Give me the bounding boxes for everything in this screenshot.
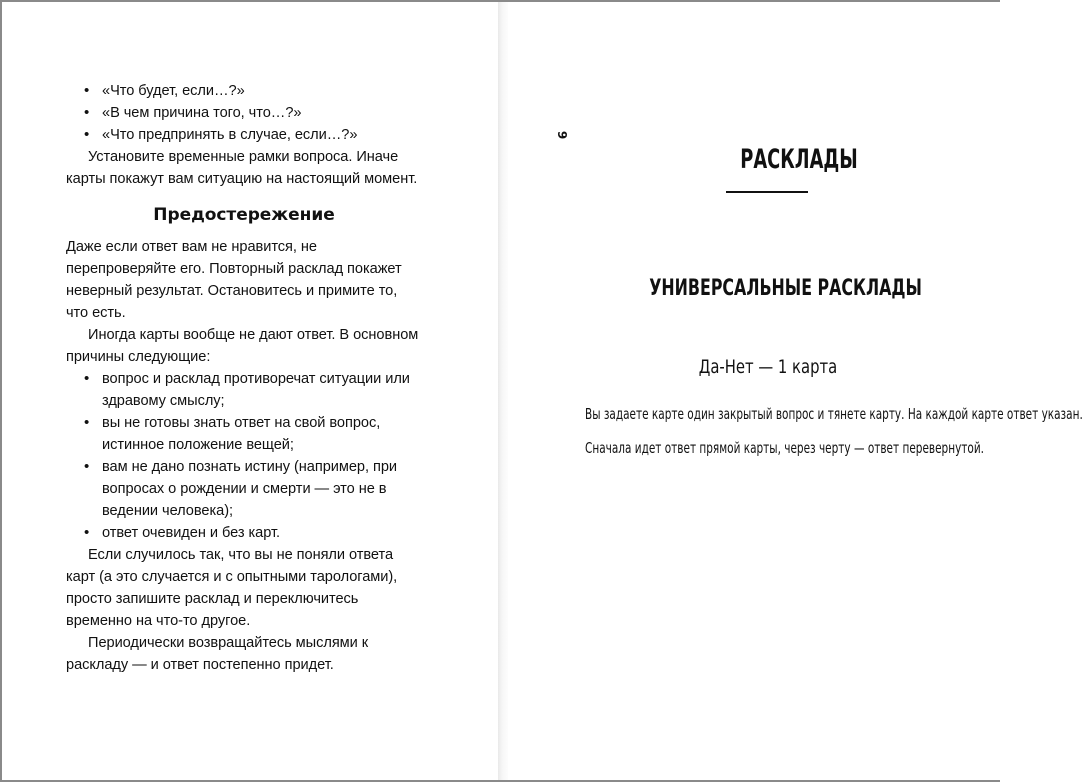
- question-examples-list: [66, 80, 422, 146]
- paragraph-time-frame: Установите временные рамки вопроса. Иначе карты покажут вам ситуацию на настоящий момент.: [66, 149, 418, 187]
- section-title-warning: Предостережение: [153, 205, 335, 225]
- right-page: [508, 2, 1083, 780]
- body-line: Вы задаете карте один закрытый вопрос и тянете карту. На каждой карте ответ указан.: [585, 405, 1083, 423]
- reasons-list: [66, 368, 422, 544]
- left-page-text: [66, 80, 422, 676]
- paragraph-reasons: Иногда карты вообще не дают ответ. В основном причины следующие:: [66, 327, 419, 365]
- paragraph-return: Периодически возвращайтесь мыслями к раскладу — и ответ постепенно придет.: [66, 635, 369, 673]
- subsection-title: Да-Нет — 1 карта: [698, 356, 838, 378]
- list-item: • вы не готовы знать ответ на свой вопрос, истинное положение вещей;: [66, 412, 422, 456]
- chapter-title-underline: [726, 191, 808, 193]
- paragraph-unclear-answer: Если случилось так, что вы не поняли ответа карт (а это случается и с опытными тарологами), просто запишите расклад и переключитесь временно на что-то другое.: [66, 547, 398, 629]
- section-title: УНИВЕРСАЛЬНЫЕ РАСКЛАДЫ: [649, 276, 922, 301]
- chapter-title: РАСКЛАДЫ: [740, 144, 858, 175]
- paragraph-warning: Даже если ответ вам не нравится, не перепроверяйте его. Повторный расклад покажет неверный результат. Остановитесь и примите то, что есть.: [66, 239, 402, 321]
- list-item: • «Что предпринять в случае, если…?»: [66, 124, 422, 146]
- list-item: • «В чем причина того, что…?»: [66, 102, 422, 124]
- list-item: • «Что будет, если…?»: [66, 80, 422, 102]
- list-item: • ответ очевиден и без карт.: [66, 522, 422, 544]
- left-page: [2, 2, 502, 780]
- list-item: • вам не дано познать истину (например, при вопросах о рождении и смерти — это не в ведении человека);: [66, 456, 422, 522]
- page-number: 9: [555, 130, 570, 140]
- book-gutter: [498, 2, 508, 780]
- body-line: Сначала идет ответ прямой карты, через черту — ответ перевернутой.: [585, 439, 984, 457]
- list-item: • вопрос и расклад противоречат ситуации или здравому смыслу;: [66, 368, 422, 412]
